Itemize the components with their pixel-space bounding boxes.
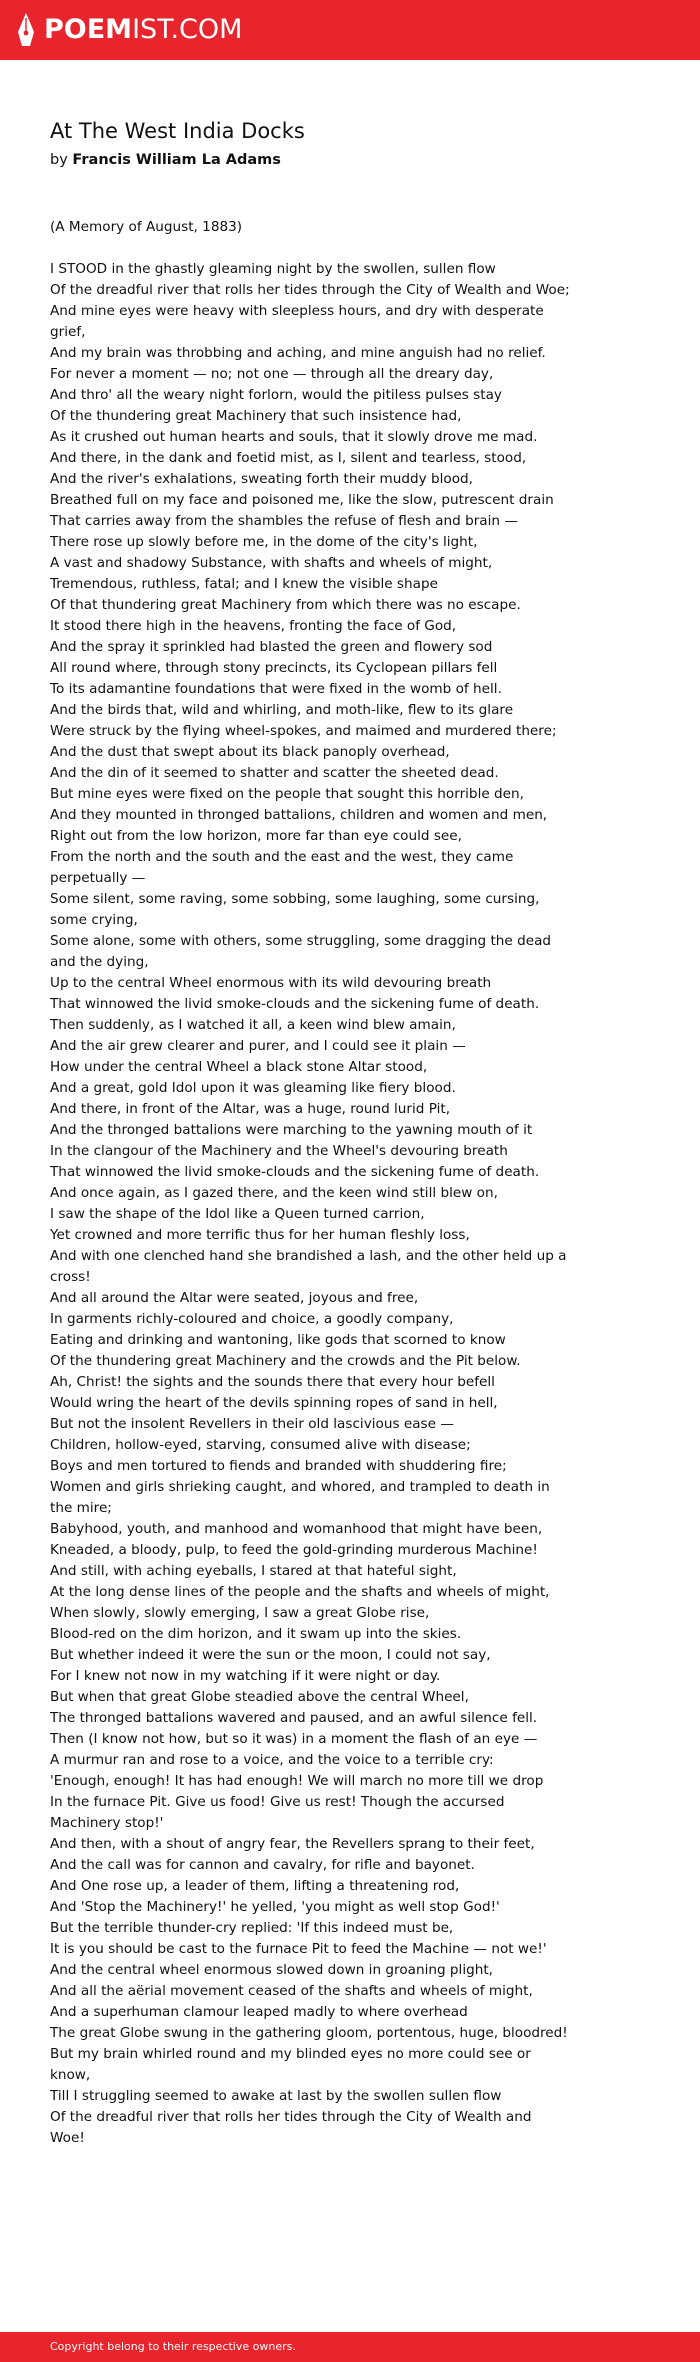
poem-line: Women and girls shrieking caught, and whored, and trampled to death in the mire; (50, 1479, 550, 1516)
poem-line: In the clangour of the Machinery and the Wheel's devouring breath (50, 1143, 508, 1159)
poem-line: For never a moment — no; not one — through all the dreary day, (50, 366, 494, 382)
poem-line: For I knew not now in my watching if it were night or day. (50, 1668, 441, 1684)
poem-line: The great Globe swung in the gathering gloom, portentous, huge, bloodred! (50, 2025, 568, 2041)
poem-line: I STOOD in the ghastly gleaming night by the swollen, sullen flow (50, 261, 496, 277)
poem-line: And all the aërial movement ceased of the shafts and wheels of might, (50, 1983, 533, 1999)
logo-text: POEMIST.COM (44, 14, 243, 45)
poem-line: Of the thundering great Machinery that such insistence had, (50, 408, 462, 424)
poem-line: All round where, through stony precincts, its Cyclopean pillars fell (50, 660, 498, 676)
poem-line: 'Enough, enough! It has had enough! We will march no more till we drop (50, 1773, 544, 1789)
poem-line: And 'Stop the Machinery!' he yelled, 'you might as well stop God!' (50, 1899, 500, 1915)
poem-line: And the air grew clearer and purer, and I could see it plain — (50, 1038, 466, 1054)
poem-line: The thronged battalions wavered and paused, and an awful silence fell. (50, 1710, 538, 1726)
poem-line: That carries away from the shambles the refuse of flesh and brain — (50, 513, 518, 529)
poem-line: And once again, as I gazed there, and the keen wind still blew on, (50, 1185, 498, 1201)
poem-line: And a great, gold Idol upon it was gleaming like fiery blood. (50, 1080, 456, 1096)
poem-line: How under the central Wheel a black stone Altar stood, (50, 1059, 428, 1075)
poem-line: Of the dreadful river that rolls her tides through the City of Wealth and Woe; (50, 282, 570, 298)
poem-line: To its adamantine foundations that were fixed in the womb of hell. (50, 681, 502, 697)
poem-content (50, 117, 570, 2149)
by-label: by (50, 152, 68, 168)
poem-line: It stood there high in the heavens, fronting the face of God, (50, 618, 457, 634)
poem-line: And the river's exhalations, sweating forth their muddy blood, (50, 471, 473, 487)
poem-line: When slowly, slowly emerging, I saw a great Globe rise, (50, 1605, 430, 1621)
poem-line: As it crushed out human hearts and souls, that it slowly drove me mad. (50, 429, 538, 445)
poem-line: Then suddenly, as I watched it all, a keen wind blew amain, (50, 1017, 456, 1033)
poem-line: But the terrible thunder-cry replied: 'If this indeed must be, (50, 1920, 454, 1936)
poem-line: And the central wheel enormous slowed down in groaning plight, (50, 1962, 493, 1978)
poem-line: It is you should be cast to the furnace Pit to feed the Machine — not we!' (50, 1941, 547, 1957)
poem-line: And then, with a shout of angry fear, the Revellers sprang to their feet, (50, 1836, 535, 1852)
poem-subtitle: (A Memory of August, 1883) (50, 219, 243, 235)
poem-line: Then (I know not how, but so it was) in a moment the flash of an eye — (50, 1731, 538, 1747)
author-link[interactable]: Francis William La Adams (72, 152, 281, 168)
poem-line: Yet crowned and more terrific thus for her human fleshly loss, (50, 1227, 470, 1243)
poem-line: And still, with aching eyeballs, I stared at that hateful sight, (50, 1563, 457, 1579)
poem-line: And the dust that swept about its black panoply overhead, (50, 744, 450, 760)
copyright-notice: Copyright belong to their respective owners. (50, 2340, 296, 2353)
poem-line: In garments richly-coloured and choice, a goodly company, (50, 1311, 454, 1327)
poem-line: Right out from the low horizon, more far than eye could see, (50, 828, 462, 844)
poem-line: From the north and the south and the east and the west, they came perpetually — (50, 849, 514, 886)
poem-line: Children, hollow-eyed, starving, consumed alive with disease; (50, 1437, 471, 1453)
byline (50, 150, 570, 170)
poem-line: And the thronged battalions were marching to the yawning mouth of it (50, 1122, 533, 1138)
poem-line: Of the thundering great Machinery and the crowds and the Pit below. (50, 1353, 521, 1369)
poem-line: And they mounted in thronged battalions, children and women and men, (50, 807, 548, 823)
poem-line: Of that thundering great Machinery from which there was no escape. (50, 597, 521, 613)
poem-line: And the spray it sprinkled had blasted the green and flowery sod (50, 639, 493, 655)
poem-line: And the din of it seemed to shatter and scatter the sheeted dead. (50, 765, 499, 781)
poem-line: But my brain whirled round and my blinded eyes no more could see or know, (50, 2046, 531, 2083)
poem-line: Some alone, some with others, some struggling, some dragging the dead and the dying, (50, 933, 552, 970)
poem-line: But not the insolent Revellers in their old lascivious ease — (50, 1416, 454, 1432)
poem-line: And a superhuman clamour leaped madly to where overhead (50, 2004, 468, 2020)
poem-line: And the birds that, wild and whirling, and moth-like, flew to its glare (50, 702, 514, 718)
poem-line: Ah, Christ! the sights and the sounds there that every hour befell (50, 1374, 495, 1390)
poem-line: Some silent, some raving, some sobbing, some laughing, some cursing, some crying, (50, 891, 540, 928)
site-header (0, 0, 700, 60)
poem-line: At the long dense lines of the people and the shafts and wheels of might, (50, 1584, 550, 1600)
poem-line: Babyhood, youth, and manhood and womanhood that might have been, (50, 1521, 543, 1537)
poem-line: I saw the shape of the Idol like a Queen turned carrion, (50, 1206, 425, 1222)
poem-line: But whether indeed it were the sun or the moon, I could not say, (50, 1647, 491, 1663)
poem-line: Blood-red on the dim horizon, and it swam up into the skies. (50, 1626, 462, 1642)
poem-line: And thro' all the weary night forlorn, would the pitiless pulses stay (50, 387, 502, 403)
site-logo[interactable] (16, 12, 242, 48)
poem-line: Up to the central Wheel enormous with its wild devouring breath (50, 975, 492, 991)
site-footer (0, 2332, 700, 2362)
poem-line: But when that great Globe steadied above the central Wheel, (50, 1689, 469, 1705)
poem-line: Were struck by the flying wheel-spokes, and maimed and murdered there; (50, 723, 557, 739)
poem-line: And One rose up, a leader of them, lifting a threatening rod, (50, 1878, 460, 1894)
poem-line: Would wring the heart of the devils spinning ropes of sand in hell, (50, 1395, 498, 1411)
poem-line: And mine eyes were heavy with sleepless hours, and dry with desperate grief, (50, 303, 544, 340)
poem-body (50, 259, 570, 2149)
poem-line: Boys and men tortured to fiends and branded with shuddering fire; (50, 1458, 507, 1474)
poem-line: A murmur ran and rose to a voice, and the voice to a terrible cry: (50, 1752, 494, 1768)
poem-line: Of the dreadful river that rolls her tides through the City of Wealth and Woe! (50, 2109, 532, 2146)
poem-line: Tremendous, ruthless, fatal; and I knew the visible shape (50, 576, 438, 592)
poem-line: Till I struggling seemed to awake at last by the swollen sullen flow (50, 2088, 502, 2104)
poem-line: And the call was for cannon and cavalry, for rifle and bayonet. (50, 1857, 475, 1873)
poem-line: And with one clenched hand she brandished a lash, and the other held up a cross! (50, 1248, 567, 1285)
poem-line: But mine eyes were fixed on the people that sought this horrible den, (50, 786, 524, 802)
poem-line: And my brain was throbbing and aching, and mine anguish had no relief. (50, 345, 546, 361)
poem-line: In the furnace Pit. Give us food! Give us rest! Though the accursed Machinery stop!' (50, 1794, 505, 1831)
poem-title: At The West India Docks (50, 119, 305, 143)
poem-line: Breathed full on my face and poisoned me, like the slow, putrescent drain (50, 492, 554, 508)
poem-line: And there, in front of the Altar, was a huge, round lurid Pit, (50, 1101, 451, 1117)
pen-nib-icon (16, 12, 36, 48)
poem-line: A vast and shadowy Substance, with shafts and wheels of might, (50, 555, 493, 571)
poem-line: There rose up slowly before me, in the dome of the city's light, (50, 534, 478, 550)
poem-line: And all around the Altar were seated, joyous and free, (50, 1290, 419, 1306)
poem-line: That winnowed the livid smoke-clouds and the sickening fume of death. (50, 996, 540, 1012)
poem-line: And there, in the dank and foetid mist, as I, silent and tearless, stood, (50, 450, 527, 466)
poem-line: Kneaded, a bloody, pulp, to feed the gold-grinding murderous Machine! (50, 1542, 538, 1558)
poem-line: That winnowed the livid smoke-clouds and the sickening fume of death. (50, 1164, 540, 1180)
poem-line: Eating and drinking and wantoning, like gods that scorned to know (50, 1332, 506, 1348)
